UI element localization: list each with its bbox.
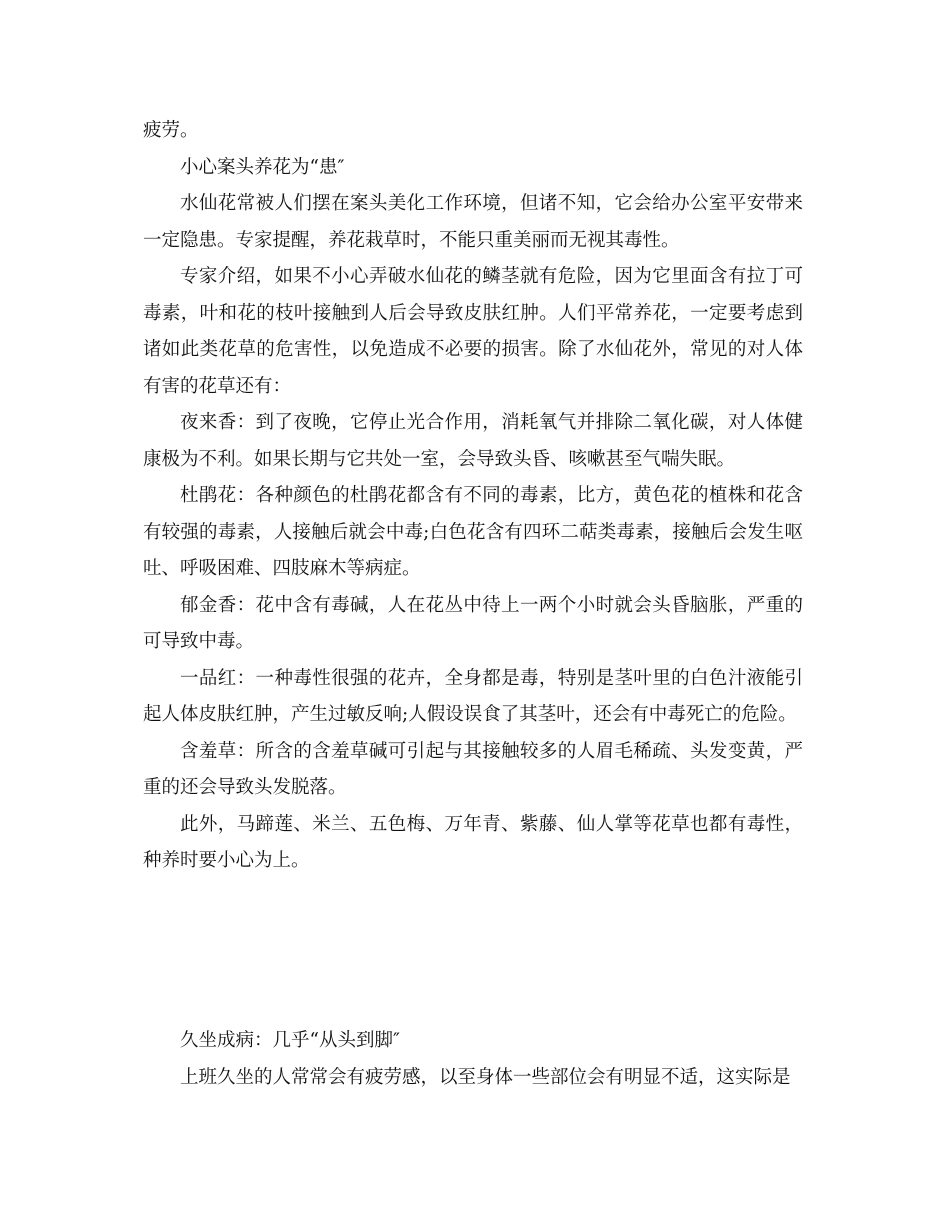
paragraph: 杜鹃花：各种颜色的杜鹃花都含有不同的毒素，比方，黄色花的植株和花含有较强的毒素，人接触后就会中毒;白色花含有四环二萜类毒素，接触后会发生呕吐、呼吸困难、四肢麻木等病症。 xyxy=(143,485,803,579)
paragraph: 此外，马蹄莲、米兰、五色梅、万年青、紫藤、仙人掌等花草也都有毒性，种养时要小心为上。 xyxy=(143,813,803,871)
section-heading: 久坐成病：几乎“从头到脚″ xyxy=(180,1030,400,1051)
section-sitting-illness xyxy=(143,1023,803,1096)
section-flower-hazards xyxy=(143,113,803,880)
paragraph: 郁金香：花中含有毒碱，人在花丛中待上一两个小时就会头昏脑胀，严重的可导致中毒。 xyxy=(143,594,803,652)
paragraph: 专家介绍，如果不小心弄破水仙花的鳞茎就有危险，因为它里面含有拉丁可毒素，叶和花的枝叶接触到人后会导致皮肤红肿。人们平常养花，一定要考虑到诸如此类花草的危害性，以免造成不必要的损害。除了水仙花外，常见的对人体有害的花草还有： xyxy=(143,266,803,397)
continuation-text: 疲劳。 xyxy=(143,120,199,141)
paragraph: 夜来香：到了夜晚，它停止光合作用，消耗氧气并排除二氧化碳，对人体健康极为不利。如果长期与它共处一室，会导致头昏、咳嗽甚至气喘失眠。 xyxy=(143,412,803,470)
paragraph: 一品红：一种毒性很强的花卉，全身都是毒，特别是茎叶里的白色汁液能引起人体皮肤红肿，产生过敏反响;人假设误食了其茎叶，还会有中毒死亡的危险。 xyxy=(143,667,803,725)
paragraph: 水仙花常被人们摆在案头美化工作环境，但诸不知，它会给办公室平安带来一定隐患。专家提醒，养花栽草时，不能只重美丽而无视其毒性。 xyxy=(143,193,803,251)
paragraph: 上班久坐的人常常会有疲劳感，以至身体一些部位会有明显不适，这实际是 xyxy=(180,1066,791,1088)
paragraph: 含羞草：所含的含羞草碱可引起与其接触较多的人眉毛稀疏、头发变黄，严重的还会导致头发脱落。 xyxy=(143,740,803,798)
section-heading: 小心案头养花为“患″ xyxy=(180,156,345,178)
